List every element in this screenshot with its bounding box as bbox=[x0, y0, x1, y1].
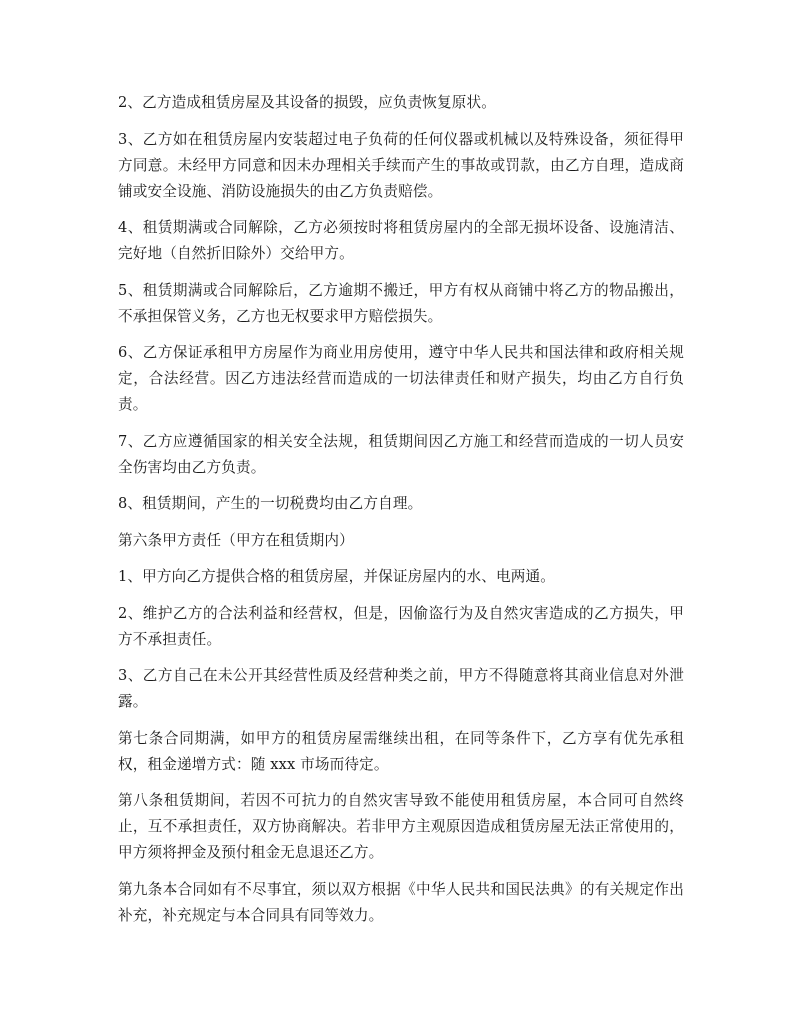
article-6-heading: 第六条甲方责任（甲方在租赁期内） bbox=[118, 531, 354, 549]
clause-7-safety-regulations: 7、乙方应遵循国家的相关安全法规，租赁期间因乙方施工和经营而造成的一切人员安全伤害均由乙方负责。 bbox=[118, 432, 684, 476]
clause-8-taxes: 8、租赁期间，产生的一切税费均由乙方自理。 bbox=[118, 495, 423, 512]
clause-6-legal-operation: 6、乙方保证承租甲方房屋作为商业用房使用，遵守中华人民共和国法律和政府相关规定，合法经营。因乙方违法经营而造成的一切法律责任和财产损失，均由乙方自行负责。 bbox=[118, 344, 684, 413]
clause-4-return-equipment: 4、租赁期满或合同解除，乙方必须按时将租赁房屋内的全部无损坏设备、设施清洁、完好地（自然折旧除外）交给甲方。 bbox=[118, 219, 684, 262]
article-6-item-3: 3、乙方自己在未公开其经营性质及经营种类之前，甲方不得随意将其商业信息对外泄露。 bbox=[118, 667, 684, 710]
article-8-force-majeure: 第八条租赁期间，若因不可抗力的自然灾害导致不能使用租赁房屋，本合同可自然终止，互不承担责任，双方协商解决。若非甲方主观原因造成租赁房屋无法正常使用的，甲方须将押金及预付租金无息退还乙方。 bbox=[118, 792, 684, 861]
article-6-item-2: 2、维护乙方的合法利益和经营权，但是，因偷盗行为及自然灾害造成的乙方损失，甲方不承担责任。 bbox=[118, 604, 684, 648]
document-page bbox=[118, 90, 684, 939]
article-9-supplements: 第九条本合同如有不尽事宜，须以双方根据《中华人民共和国民法典》的有关规定作出补充，补充规定与本合同具有同等效力。 bbox=[118, 880, 684, 924]
clause-2-damage-restoration: 2、乙方造成租赁房屋及其设备的损毁，应负责恢复原状。 bbox=[118, 94, 497, 111]
clause-5-overdue-removal: 5、租赁期满或合同解除后，乙方逾期不搬迁，甲方有权从商铺中将乙方的物品搬出，不承担保管义务，乙方也无权要求甲方赔偿损失。 bbox=[118, 281, 684, 325]
article-7-renewal: 第七条合同期满，如甲方的租赁房屋需继续出租，在同等条件下，乙方享有优先承租权，租金递增方式：随 xxx 市场而待定。 bbox=[118, 729, 684, 773]
article-6-item-1: 1、甲方向乙方提供合格的租赁房屋，并保证房屋内的水、电两通。 bbox=[118, 568, 556, 585]
clause-3-equipment-installation: 3、乙方如在租赁房屋内安装超过电子负荷的任何仪器或机械以及特殊设备，须征得甲方同意。未经甲方同意和因未办理相关手续而产生的事故或罚款，由乙方自理，造成商铺或安全设施、消防设施损失的由乙方负责赔偿。 bbox=[118, 130, 684, 200]
